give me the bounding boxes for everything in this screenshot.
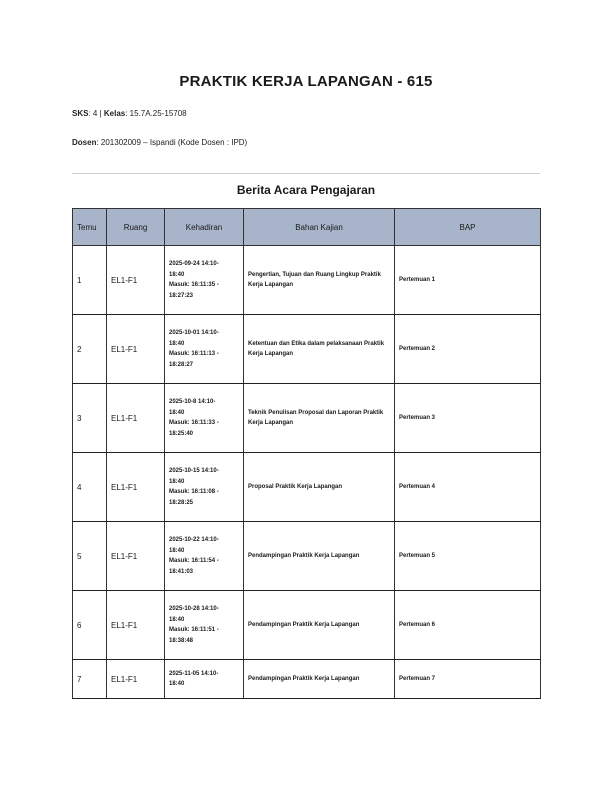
table-row: [73, 453, 541, 522]
cell-bap: Pertemuan 6: [395, 591, 541, 660]
kehadiran-line: 2025-09-24 14:10-: [169, 261, 219, 267]
cell-kehadiran: [165, 315, 244, 384]
cell-ruang: EL1-F1: [107, 315, 165, 384]
section-title: Berita Acara Pengajaran: [236, 183, 376, 197]
dosen-line: [72, 138, 247, 147]
cell-temu: 1: [73, 246, 107, 315]
cell-temu: 6: [73, 591, 107, 660]
table-header-row: [73, 209, 541, 246]
cell-ruang: EL1-F1: [107, 246, 165, 315]
header-bahan-kajian: Bahan Kajian: [244, 209, 395, 246]
kehadiran-line: 18:40: [169, 409, 185, 416]
cell-bap: Pertemuan 5: [395, 522, 541, 591]
cell-bahan-kajian: Pendampingan Praktik Kerja Lapangan: [244, 591, 395, 660]
cell-ruang: EL1-F1: [107, 384, 165, 453]
cell-temu: 3: [73, 384, 107, 453]
cell-bahan-kajian: Teknik Penulisan Proposal dan Laporan Praktik Kerja Lapangan: [244, 384, 395, 453]
header-bap: BAP: [395, 209, 541, 246]
table-row: [73, 660, 541, 699]
kehadiran-line: 2025-10-15 14:10-: [169, 468, 219, 474]
table-row: [73, 522, 541, 591]
cell-temu: 7: [73, 660, 107, 699]
cell-bap: Pertemuan 2: [395, 315, 541, 384]
cell-ruang: EL1-F1: [107, 591, 165, 660]
sks-value: : 4 |: [88, 109, 104, 118]
kehadiran-line: 18:27:23: [169, 292, 194, 299]
sks-label: SKS: [72, 109, 89, 118]
cell-temu: 4: [73, 453, 107, 522]
table-row: [73, 246, 541, 315]
kelas-label: Kelas: [103, 109, 126, 118]
kehadiran-line: Masuk: 16:11:13 -: [169, 351, 219, 357]
dosen-label: Dosen: [72, 138, 97, 147]
cell-temu: 5: [73, 522, 107, 591]
cell-bahan-kajian: Pendampingan Praktik Kerja Lapangan: [244, 522, 395, 591]
table-row: [73, 384, 541, 453]
cell-bap: Pertemuan 7: [395, 660, 541, 699]
dosen-value: : 201302009 – Ispandi (Kode Dosen : IPD): [96, 138, 248, 147]
page-title: PRAKTIK KERJA LAPANGAN - 615: [179, 73, 433, 90]
kehadiran-line: 18:40: [169, 478, 185, 485]
kehadiran-line: 2025-10-8 14:10-: [169, 399, 216, 405]
kehadiran-line: Masuk: 16:11:51 -: [169, 627, 219, 633]
kehadiran-line: 18:40: [169, 271, 185, 278]
cell-bahan-kajian: Pengertian, Tujuan dan Ruang Lingkup Praktik Kerja Lapangan: [244, 246, 395, 315]
kehadiran-line: 2025-11-05 14:10-: [169, 670, 219, 677]
cell-kehadiran: [165, 591, 244, 660]
kehadiran-line: 18:41:03: [169, 568, 194, 575]
header-ruang: Ruang: [107, 209, 165, 246]
kehadiran-line: 2025-10-01 14:10-: [169, 330, 219, 336]
header-kehadiran: Kehadiran: [165, 209, 244, 246]
cell-temu: 2: [73, 315, 107, 384]
kehadiran-line: 18:28:27: [169, 361, 194, 368]
cell-bap: Pertemuan 4: [395, 453, 541, 522]
table-row: [73, 591, 541, 660]
cell-kehadiran: [165, 522, 244, 591]
kehadiran-line: 18:40: [169, 681, 185, 687]
cell-ruang: EL1-F1: [107, 522, 165, 591]
section-divider: [72, 173, 540, 174]
table-row: [73, 315, 541, 384]
kehadiran-line: Masuk: 16:11:35 -: [169, 282, 219, 288]
kehadiran-line: 2025-10-22 14:10-: [169, 537, 219, 543]
cell-kehadiran: [165, 660, 244, 699]
cell-kehadiran: [165, 246, 244, 315]
kehadiran-line: 18:25:40: [169, 430, 194, 437]
cell-bap: Pertemuan 3: [395, 384, 541, 453]
cell-bahan-kajian: Pendampingan Praktik Kerja Lapangan: [244, 660, 395, 699]
kehadiran-line: 2025-10-28 14:10-: [169, 606, 219, 612]
sks-kelas-line: [72, 109, 187, 118]
cell-ruang: EL1-F1: [107, 453, 165, 522]
kehadiran-line: 18:40: [169, 340, 185, 347]
kehadiran-line: Masuk: 16:11:54 -: [169, 558, 219, 564]
cell-kehadiran: [165, 453, 244, 522]
kehadiran-line: 18:40: [169, 616, 185, 623]
kehadiran-line: 18:38:48: [169, 637, 194, 644]
cell-bahan-kajian: Proposal Praktik Kerja Lapangan: [244, 453, 395, 522]
kehadiran-line: Masuk: 16:11:33 -: [169, 420, 219, 426]
cell-kehadiran: [165, 384, 244, 453]
kehadiran-line: 18:40: [169, 547, 185, 554]
kelas-value: : 15.7A.25-15708: [125, 109, 187, 118]
bap-table: [72, 208, 541, 699]
cell-ruang: EL1-F1: [107, 660, 165, 699]
header-temu: Temu: [73, 209, 107, 246]
kehadiran-line: Masuk: 16:11:08 -: [169, 489, 219, 495]
kehadiran-line: 18:28:25: [169, 499, 194, 506]
cell-bap: Pertemuan 1: [395, 246, 541, 315]
cell-bahan-kajian: Ketentuan dan Etika dalam pelaksanaan Praktik Kerja Lapangan: [244, 315, 395, 384]
